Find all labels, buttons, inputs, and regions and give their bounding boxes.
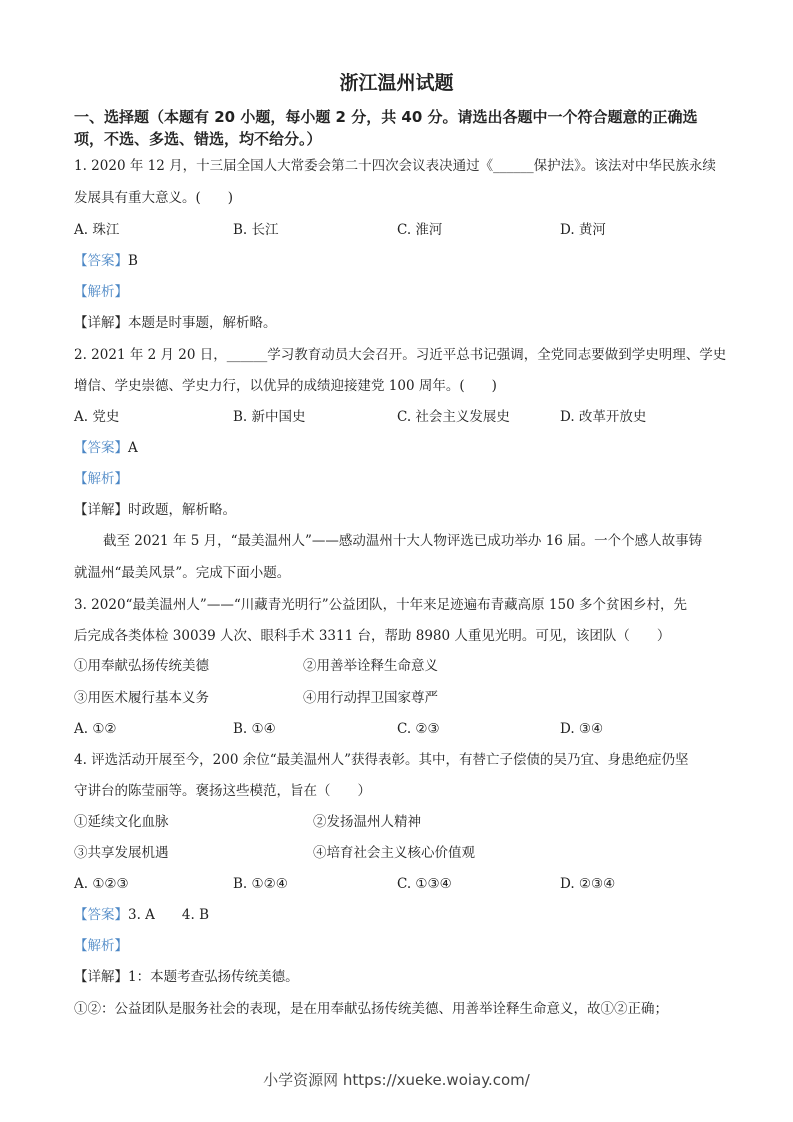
q3-option-d: D. ③④ bbox=[560, 721, 604, 737]
q2-option-c: C. 社会主义发展史 bbox=[397, 409, 510, 425]
answer-value: B bbox=[128, 253, 138, 269]
q4-item: ④培育社会主义核心价值观 bbox=[313, 845, 475, 861]
q34-detail bbox=[74, 968, 299, 986]
q4-item: ②发扬温州人精神 bbox=[313, 814, 421, 830]
q2-option-b: B. 新中国史 bbox=[233, 409, 306, 425]
q3-item: ④用行动捍卫国家尊严 bbox=[303, 690, 438, 706]
detail-text: 时政题，解析略。 bbox=[128, 502, 236, 518]
detail-label: 【详解】 bbox=[74, 969, 128, 985]
answer-value: A bbox=[128, 440, 138, 456]
q1-option-a: A. 珠江 bbox=[74, 222, 120, 238]
q34-detail-cont: ①②：公益团队是服务社会的表现，是在用奉献弘扬传统美德、用善举诠释生命意义，故①②正确； bbox=[74, 1001, 668, 1017]
q2-text: 2. 2021 年 2 月 20 日，______学习教育动员大会召开。习近平总书记强调，全党同志要做到学史明理、学史 bbox=[74, 347, 727, 363]
q4-text: 4. 评选活动开展至今，200 余位“最美温州人”获得表彰。其中，有替亡子偿债的吴乃宜、身患绝症仍坚 bbox=[74, 752, 689, 768]
q3-text: 3. 2020“最美温州人”——“川藏青光明行”公益团队，十年来足迹遍布青藏高原 150 多个贫困乡村，先 bbox=[74, 597, 687, 613]
q4-item: ①延续文化血脉 bbox=[74, 814, 169, 830]
q34-analysis-label: 【解析】 bbox=[74, 938, 128, 954]
detail-text: 1：本题考查弘扬传统美德。 bbox=[128, 969, 299, 985]
q3-option-a: A. ①② bbox=[74, 721, 117, 737]
q2-analysis-label: 【解析】 bbox=[74, 471, 128, 487]
q3-item: ③用医术履行基本义务 bbox=[74, 690, 209, 706]
q4-option-a: A. ①②③ bbox=[74, 876, 129, 892]
q3-item: ②用善举诠释生命意义 bbox=[303, 658, 438, 674]
answer-label: 【答案】 bbox=[74, 907, 128, 923]
q3-item: ①用奉献弘扬传统美德 bbox=[74, 658, 209, 674]
passage-cont: 就温州“最美风景”。完成下面小题。 bbox=[74, 565, 291, 581]
q2-detail bbox=[74, 501, 236, 519]
q4-item: ③共享发展机遇 bbox=[74, 845, 169, 861]
q4-option-d: D. ②③④ bbox=[560, 876, 616, 892]
q1-text: 1. 2020 年 12 月，十三届全国人大常委会第二十四次会议表决通过《______保护法》。该法对中华民族永续 bbox=[74, 158, 716, 174]
q1-detail bbox=[74, 314, 277, 332]
q1-option-b: B. 长江 bbox=[233, 222, 279, 238]
q2-option-a: A. 党史 bbox=[74, 409, 120, 425]
q1-option-c: C. 淮河 bbox=[397, 222, 443, 238]
q4-text-cont: 守讲台的陈莹丽等。褒扬这些模范，旨在（ ） bbox=[74, 783, 371, 799]
q1-option-d: D. 黄河 bbox=[560, 222, 606, 238]
q1-answer bbox=[74, 252, 138, 270]
q34-answer bbox=[74, 906, 209, 924]
q3-text-cont: 后完成各类体检 30039 人次、眼科手术 3311 台，帮助 8980 人重见光明。可见，该团队（ ） bbox=[74, 628, 671, 644]
detail-text: 本题是时事题，解析略。 bbox=[128, 315, 277, 331]
page-title: 浙江温州试题 bbox=[339, 72, 454, 94]
q3-option-c: C. ②③ bbox=[397, 721, 440, 737]
q2-answer bbox=[74, 439, 138, 457]
q4-option-b: B. ①②④ bbox=[233, 876, 288, 892]
q2-text-cont: 增信、学史崇德、学史力行，以优异的成绩迎接建党 100 周年。( ) bbox=[74, 378, 497, 394]
section-heading: 一、选择题（本题有 20 小题，每小题 2 分，共 40 分。请选出各题中一个符合题意的正确选 bbox=[74, 108, 698, 126]
detail-label: 【详解】 bbox=[74, 502, 128, 518]
answer-label: 【答案】 bbox=[74, 440, 128, 456]
answer-value: 3. A 4. B bbox=[128, 907, 210, 923]
passage: 截至 2021 年 5 月，“最美温州人”——感动温州十大人物评选已成功举办 16 届。一个个感人故事铸 bbox=[103, 533, 703, 549]
section-heading-cont: 项，不选、多选、错选，均不给分。） bbox=[74, 130, 322, 148]
q2-option-d: D. 改革开放史 bbox=[560, 409, 647, 425]
q4-option-c: C. ①③④ bbox=[397, 876, 452, 892]
detail-label: 【详解】 bbox=[74, 315, 128, 331]
q3-option-b: B. ①④ bbox=[233, 721, 276, 737]
q1-text-cont: 发展具有重大意义。( ) bbox=[74, 190, 234, 206]
footer-watermark: 小学资源网 https://xueke.woiay.com/ bbox=[263, 1071, 530, 1089]
q1-analysis-label: 【解析】 bbox=[74, 284, 128, 300]
answer-label: 【答案】 bbox=[74, 253, 128, 269]
